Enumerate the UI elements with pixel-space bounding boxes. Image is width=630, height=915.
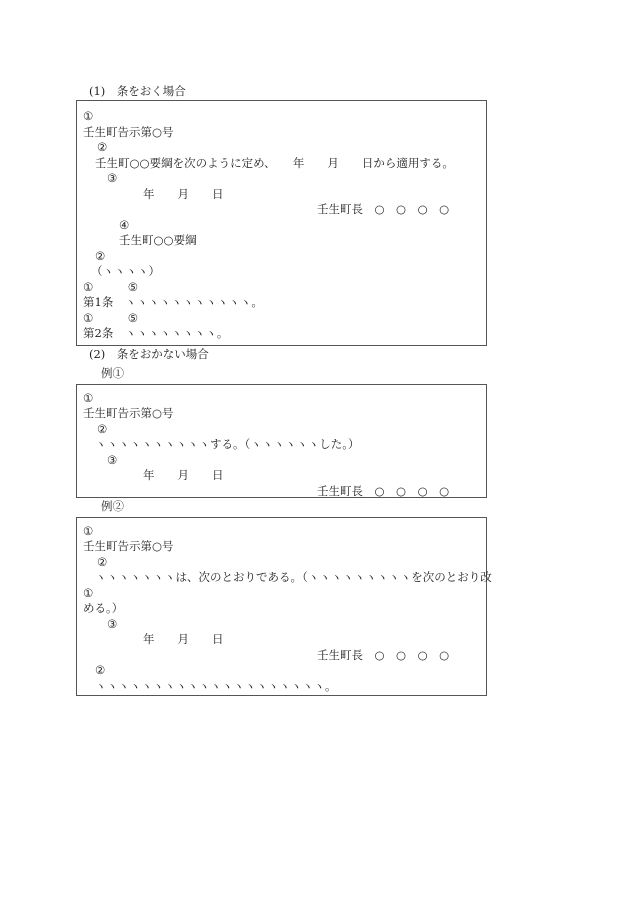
section2-heading: (2) 条をおかない場合 xyxy=(89,347,209,361)
document-line: ② xyxy=(97,555,108,569)
document-line: 壬生町告示第○号 xyxy=(83,406,174,420)
example1-box xyxy=(76,384,487,498)
example-box-with-articles xyxy=(76,100,487,346)
document-line: める。） xyxy=(83,601,124,615)
section1-heading: (1) 条をおく場合 xyxy=(89,84,186,98)
document-line: 壬生町長 ○ ○ ○ ○ xyxy=(317,202,450,216)
document-line: 第1条 ヽヽヽヽヽヽヽヽヽヽヽ。 xyxy=(83,295,263,309)
document-line: 壬生町○○要綱 xyxy=(119,233,197,247)
example2-box xyxy=(76,517,492,696)
document-line: ② xyxy=(97,422,108,436)
document-line: 壬生町告示第○号 xyxy=(83,539,174,553)
document-line: ③ xyxy=(107,171,118,185)
document-line: ③ xyxy=(107,617,118,631)
document-line: ① xyxy=(83,586,94,600)
document-line: 年 月 日 xyxy=(143,632,224,646)
document-line: ① ⑤ xyxy=(83,280,139,294)
document-line: 年 月 日 xyxy=(143,187,224,201)
document-line: ② xyxy=(97,140,108,154)
document-line: 壬生町○○要綱を次のように定め、 年 月 日から適用する。 xyxy=(95,156,454,170)
document-line: （ヽヽヽヽ） xyxy=(91,264,160,278)
document-line: ① xyxy=(83,524,94,538)
document-line: ① xyxy=(83,109,94,123)
document-line: 壬生町告示第○号 xyxy=(83,125,174,139)
example1-label: 例① xyxy=(101,366,124,380)
document-line: ① xyxy=(83,391,94,405)
document-line: ② xyxy=(95,249,106,263)
document-line: 壬生町長 ○ ○ ○ ○ xyxy=(317,648,450,662)
document-line: 年 月 日 xyxy=(143,468,224,482)
document-line: ② xyxy=(95,663,106,677)
document-line: 第2条 ヽヽヽヽヽヽヽヽ。 xyxy=(83,326,229,340)
document-line: ① ⑤ xyxy=(83,311,139,325)
example2-label: 例② xyxy=(101,499,124,513)
document-line: ヽヽヽヽヽヽヽヽヽヽヽヽヽヽヽヽヽヽヽヽ。 xyxy=(95,679,337,693)
document-line: ④ xyxy=(119,218,130,232)
document-line: ヽヽヽヽヽヽヽヽヽヽする。（ヽヽヽヽヽヽした。） xyxy=(95,437,360,451)
document-line: ③ xyxy=(107,453,118,467)
document-line: 壬生町長 ○ ○ ○ ○ xyxy=(317,484,450,498)
document-line: ヽヽヽヽヽヽヽは、次のとおりである。（ヽヽヽヽヽヽヽヽヽを次のとおり改 xyxy=(95,570,492,584)
